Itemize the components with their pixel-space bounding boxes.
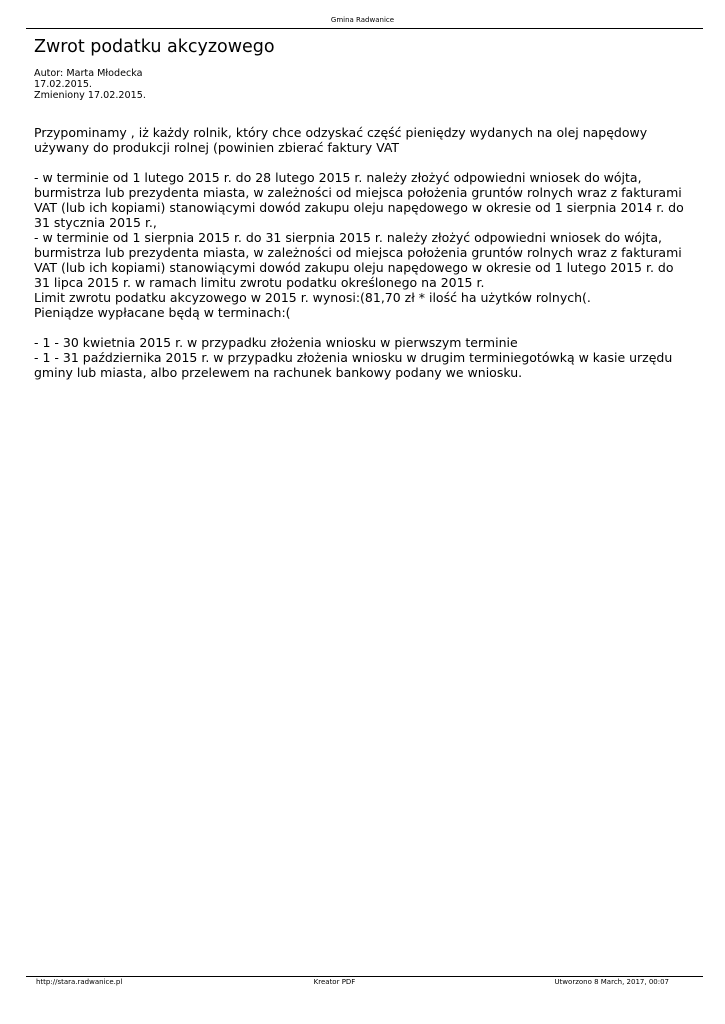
article-body — [34, 125, 684, 380]
body-line: gminy lub miasta, albo przelewem na rachunek bankowy podany we wniosku. — [34, 365, 523, 380]
body-line — [34, 320, 684, 335]
footer-url: http://stara.radwanice.pl — [36, 978, 123, 986]
article-meta — [34, 68, 146, 102]
body-line: VAT (lub ich kopiami) stanowiącymi dowód zakupu oleju napędowego w okresie od 1 sierpnia 2014 r. do — [34, 200, 684, 215]
modified-line: Zmieniony 17.02.2015. — [34, 90, 146, 102]
body-line: - 1 - 31 października 2015 r. w przypadku złożenia wniosku w drugim terminiegotówką w kasie urzędu — [34, 350, 673, 365]
footer-created: Utworzono 8 March, 2017, 00:07 — [554, 978, 669, 986]
body-line: używany do produkcji rolnej (powinien zbierać faktury VAT — [34, 140, 400, 155]
body-line: Limit zwrotu podatku akcyzowego w 2015 r. wynosi:(81,70 zł * ilość ha użytków rolnych(. — [34, 290, 591, 305]
page-header — [0, 16, 725, 25]
footer-generator: Kreator PDF — [313, 978, 356, 986]
body-line: burmistrza lub prezydenta miasta, w zależności od miejsca położenia gruntów rolnych wraz z fakturami — [34, 245, 682, 260]
body-line: burmistrza lub prezydenta miasta, w zależności od miejsca położenia gruntów rolnych wraz z fakturami — [34, 185, 682, 200]
body-line: 31 lipca 2015 r. w ramach limitu zwrotu podatku określonego na 2015 r. — [34, 275, 485, 290]
article-title: Zwrot podatku akcyzowego — [34, 37, 275, 57]
body-line: 31 stycznia 2015 r., — [34, 215, 157, 230]
body-line: - w terminie od 1 sierpnia 2015 r. do 31 sierpnia 2015 r. należy złożyć odpowiedni wniosek do wójta, — [34, 230, 663, 245]
date-line: 17.02.2015. — [34, 79, 92, 91]
body-line: Przypominamy , iż każdy rolnik, który chce odzyskać część pieniędzy wydanych na olej napędowy — [34, 125, 648, 140]
body-line: - 1 - 30 kwietnia 2015 r. w przypadku złożenia wniosku w pierwszym terminie — [34, 335, 518, 350]
page-footer — [26, 976, 703, 986]
site-name: Gmina Radwanice — [330, 16, 395, 24]
body-line — [34, 155, 684, 170]
author-line: Autor: Marta Młodecka — [34, 68, 143, 79]
body-line: Pieniądze wypłacane będą w terminach:( — [34, 305, 291, 320]
body-line: VAT (lub ich kopiami) stanowiącymi dowód zakupu oleju napędowego w okresie od 1 lutego 2015 r. do — [34, 260, 674, 275]
body-line: - w terminie od 1 lutego 2015 r. do 28 lutego 2015 r. należy złożyć odpowiedni wniosek do wójta, — [34, 170, 642, 185]
header-divider — [26, 28, 703, 29]
